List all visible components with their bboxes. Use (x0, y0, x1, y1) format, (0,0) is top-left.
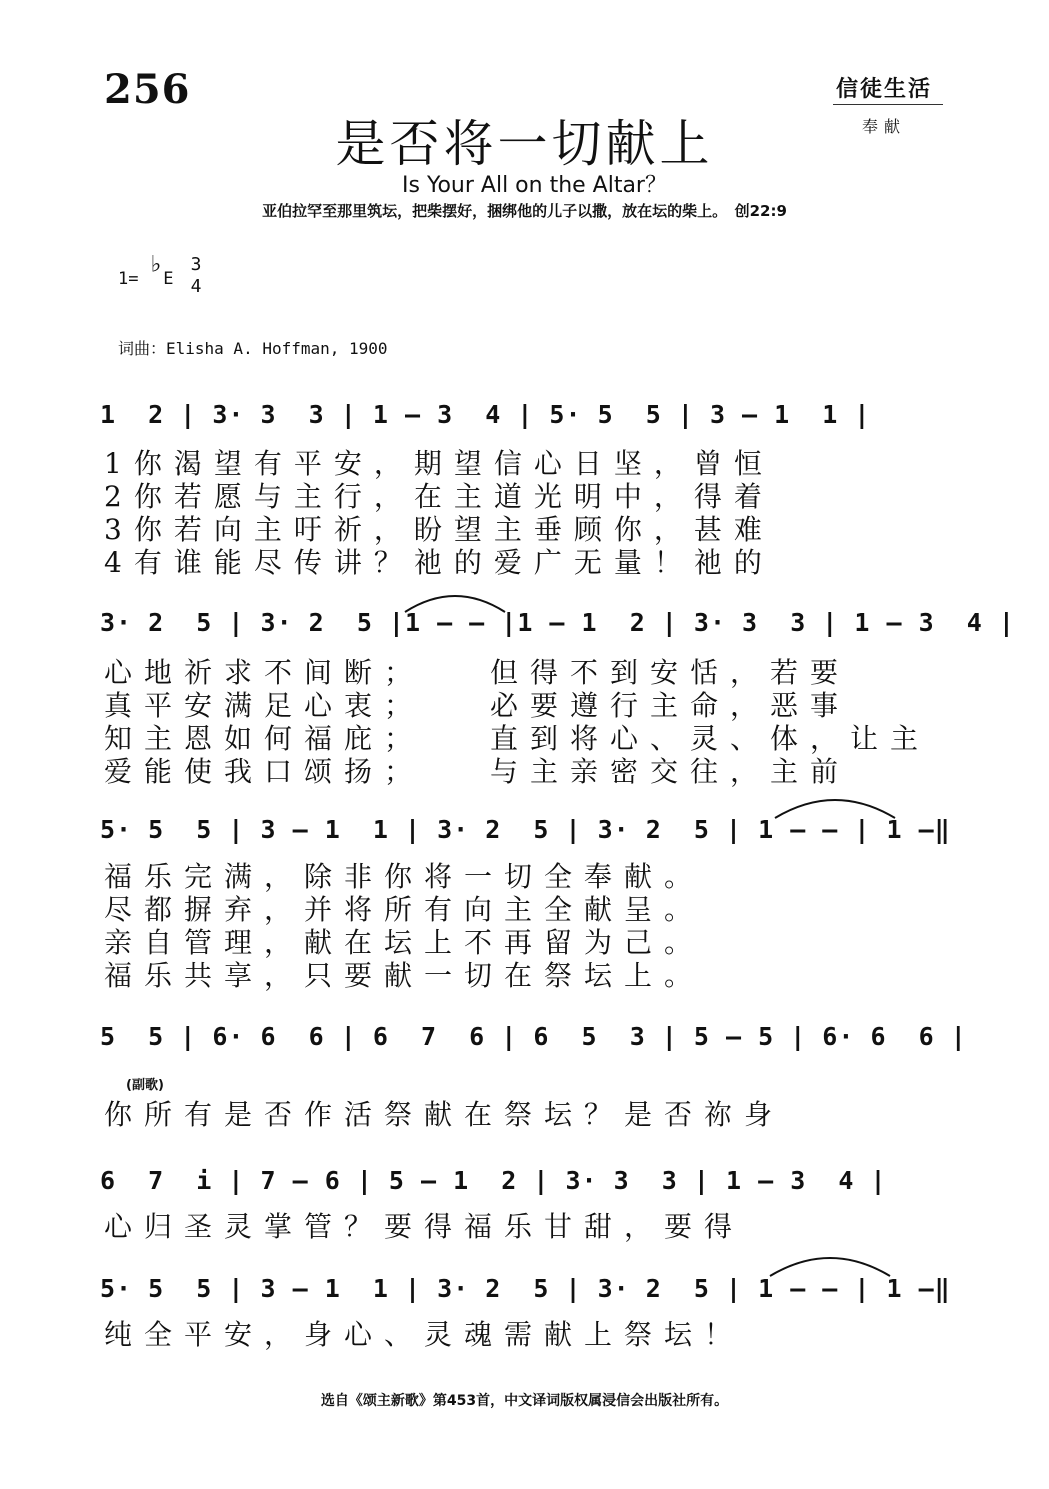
lyric-line-6: 纯全平安，身心、灵魂需献上祭坛！ (104, 1318, 745, 1351)
hymn-number: 256 (104, 66, 191, 113)
lyric-line-1-verse-3: 3你若向主吁祈，盼望主垂顾你，甚难 (104, 513, 774, 546)
notation-line-3: 5· 5 5 | 3 – 1 1 | 3· 2 5 | 3· 2 5 | 1 – – | 1 –‖ (100, 815, 951, 844)
key-signature (118, 250, 174, 290)
notation-line-2: 3· 2 5 | 3· 2 5 |1 – – |1 – 1 2 | 3· 3 3 | 1 – 3 4 | (100, 608, 1015, 637)
lyric-line-3-verse-1: 福乐完满，除非你将一切全奉献。 (104, 860, 705, 893)
key-letter: E (163, 269, 174, 289)
time-signature (186, 254, 206, 298)
lyric-line-1-verse-1: 1你渴望有平安，期望信心日坚，曾恒 (104, 447, 774, 480)
lyric-line-3-verse-4: 福乐共享，只要献一切在祭坛上。 (104, 959, 705, 992)
key-prefix: 1= (118, 269, 139, 289)
lyric-line-2-verse-3: 知主恩如何福庇； 直到将心、灵、体，让主 (104, 722, 931, 755)
flat-sign: ♭ (148, 250, 164, 278)
copyright-footer: 选自《颂主新歌》第453首，中文译词版权属浸信会出版社所有。 (320, 1393, 729, 1409)
lyric-line-2-verse-4: 爱能使我口颂扬； 与主亲密交往，主前 (104, 755, 851, 788)
scripture-reference: 亚伯拉罕至那里筑坛，把柴摆好，捆绑他的儿子以撒，放在坛的柴上。 创22:9 (262, 202, 787, 220)
notation-line-5: 6 7 i | 7 – 6 | 5 – 1 2 | 3· 3 3 | 1 – 3 4 | (100, 1166, 887, 1195)
lyric-line-2-verse-1: 心地祈求不间断； 但得不到安恬，若要 (104, 656, 851, 689)
lyric-line-5: 心归圣灵掌管？要得福乐甘甜，要得 (104, 1210, 745, 1243)
lyric-line-2-verse-2: 真平安满足心衷； 必要遵行主命，恶事 (104, 689, 851, 722)
notation-line-6: 5· 5 5 | 3 – 1 1 | 3· 2 5 | 3· 2 5 | 1 – – | 1 –‖ (100, 1274, 951, 1303)
subcategory-label: 奉献 (862, 117, 907, 136)
lyric-line-3-verse-3: 亲自管理，献在坛上不再留为己。 (104, 926, 705, 959)
lyric-line-4: 你所有是否作活祭献在祭坛？是否祢身 (104, 1098, 785, 1131)
lyric-line-3-verse-2: 尽都摒弃，并将所有向主全献呈。 (104, 893, 705, 926)
lyric-line-1-verse-2: 2你若愿与主行，在主道光明中，得着 (104, 480, 774, 513)
composer-credits: 词曲：Elisha A. Hoffman, 1900 (118, 339, 388, 358)
hymn-title-chinese: 是否将一切献上 (335, 115, 714, 173)
lyric-line-1-verse-4: 4有谁能尽传讲？祂的爱广无量！祂的 (104, 546, 774, 579)
category-label: 信徒生活 (836, 77, 933, 102)
notation-line-1: 1 2 | 3· 3 3 | 1 – 3 4 | 5· 5 5 | 3 – 1 1 | (100, 400, 871, 429)
hymn-title-english: Is Your All on the Altar？ (402, 173, 667, 198)
time-signature-bottom: 4 (190, 276, 202, 297)
refrain-label: (副歌) (126, 1078, 164, 1093)
time-signature-top: 3 (190, 254, 202, 275)
notation-line-4: 5 5 | 6· 6 6 | 6 7 6 | 6 5 3 | 5 – 5 | 6· 6 6 | (100, 1022, 967, 1051)
